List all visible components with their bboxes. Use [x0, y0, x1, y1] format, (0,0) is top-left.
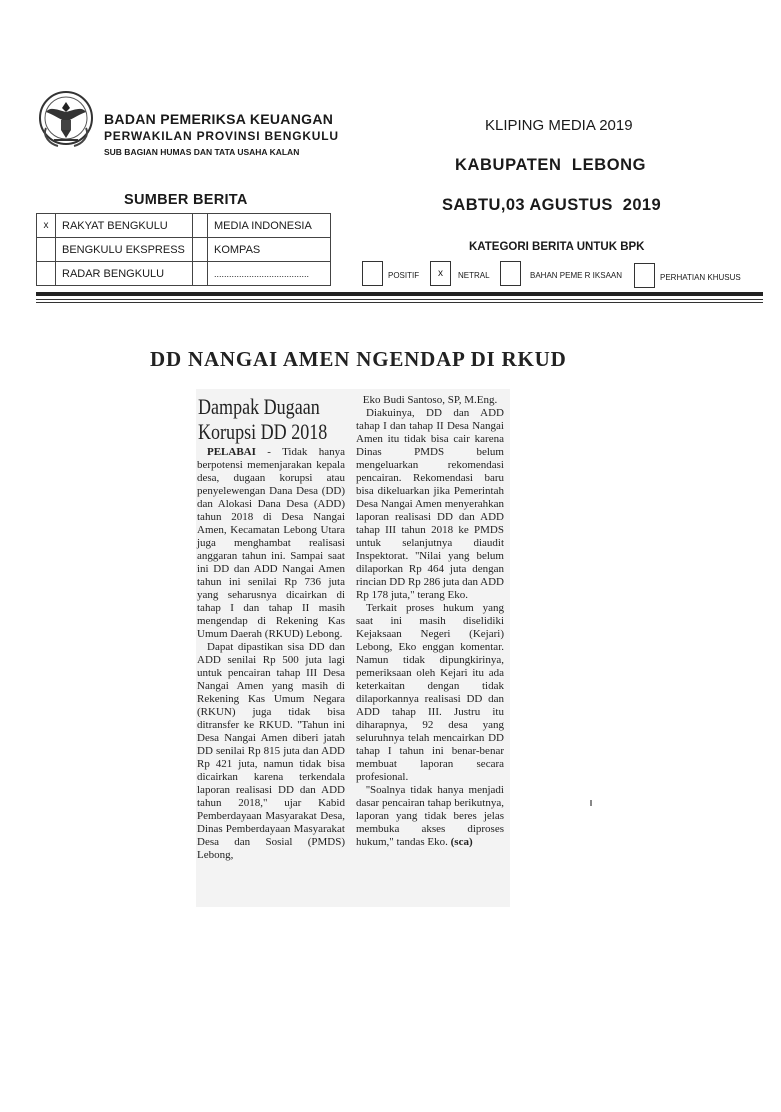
article-credit: Eko Budi Santoso, SP, M.Eng.	[362, 394, 498, 406]
sumber-source-left: RAKYAT BENGKULU	[56, 214, 193, 238]
scan-speck	[590, 800, 592, 806]
divider	[36, 299, 763, 300]
kategori-checkbox-positif[interactable]	[362, 261, 383, 286]
article-paragraph: Dapat dipastikan sisa DD dan ADD senilai Rp 500 juta lagi untuk pencairan tahap III Desa Nangai Amen yang masih di Rekening Kas Umum Negara (RKUN) juga tidak bisa ditransfer ke RKUD. ''Tahun ini Desa Nangai Amen diberi jatah DD senilai Rp 815 juta dan ADD Rp 421 juta, namun tidak bisa dicairkan karena terkendala laporan realisasi DD dan ADD tahun 2018," ujar Kabid Pemberdayaan Masyarakat Desa, Dinas Pemberdayaan Masyarakat Desa dan Sosial (PMDS) Lebong,	[197, 641, 345, 861]
kategori-label-positif: POSITIF	[388, 271, 420, 280]
sumber-table	[36, 213, 331, 286]
article-subhead-line2: Korupsi DD 2018	[198, 419, 328, 444]
kategori-title: KATEGORI BERITA UNTUK BPK	[469, 241, 645, 253]
article-column-1	[197, 446, 345, 862]
article-paragraph	[356, 784, 504, 849]
article-paragraph: Terkait proses hukum yang saat ini masih diselidiki Kejaksaan Negeri (Kejari) Lebong, Eko enggan komentar. Namun tidak dipungkirinya, pemeriksaan oleh Kejari itu ada keterkaitan dengan tidak dilaporkannya realisasi DD dan ADD tahap III. Justru itu diharapnya, 92 desa yang seluruhnya telah mencairkan DD tahap I tahun ini benar-benar membuat laporan secara profesional.	[356, 602, 504, 783]
article-text: - Tidak hanya berpotensi memenjarakan kepala desa, dugaan korupsi atau penyelewengan Dana Desa (DD) dan Alokasi Dana Desa (ADD) tahun 2018 di Desa Nangai Amen, Kecamatan Lebong Utara juga menghambat realisasi anggaran tahun ini. Sampai saat ini DD dan ADD Nangai Amen tahun ini senilai Rp 736 juta yang seharusnya dicairkan di tahap I dan tahap II masih mengendap di Rekening Kas Umum Daerah (RKUD) Lebong.	[197, 446, 345, 640]
sumber-row	[37, 238, 331, 262]
article-paragraph: Diakuinya, DD dan ADD tahap I dan tahap II Desa Nangai Amen itu tidak bisa cair karena Dinas PMDS belum mengeluarkan rekomendasi pencairan. Rekomendasi baru bisa dikeluarkan jika Pemerintah Desa Nangai Amen menyerahkan laporan realisasi DD dan ADD tahap III tahun 2018 ke PMDS untuk selanjutnya diaudit Inspektorat. ''Nilai yang belum dilaporkan Rp 464 juta dengan rincian DD Rp 286 juta dan ADD Rp 178 juta," terang Eko.	[356, 407, 504, 601]
sumber-checkbox[interactable]	[37, 262, 56, 286]
article-dateline: PELABAI	[207, 446, 256, 458]
org-unit: SUB BAGIAN HUMAS DAN TATA USAHA KALAN	[104, 147, 300, 157]
article-paragraph	[197, 446, 345, 641]
sumber-checkbox[interactable]	[37, 238, 56, 262]
sumber-source-right: ......................................	[208, 262, 331, 286]
kabupaten-title: KABUPATEN LEBONG	[455, 156, 647, 174]
sumber-checkbox[interactable]	[193, 214, 208, 238]
divider	[36, 302, 763, 303]
kategori-label-khusus: PERHATIAN KHUSUS	[660, 273, 741, 282]
sumber-checkbox[interactable]: x	[37, 214, 56, 238]
kategori-checkbox-bahan[interactable]	[500, 261, 521, 286]
kliping-title: KLIPING MEDIA 2019	[485, 117, 633, 134]
date-title: SABTU,03 AGUSTUS 2019	[442, 196, 662, 214]
sumber-checkbox[interactable]	[193, 262, 208, 286]
sumber-source-left: BENGKULU EKSPRESS	[56, 238, 193, 262]
kategori-checkbox-khusus[interactable]	[634, 263, 655, 288]
sumber-source-left: RADAR BENGKULU	[56, 262, 193, 286]
garuda-emblem-icon	[36, 88, 96, 152]
sumber-source-right: KOMPAS	[208, 238, 331, 262]
sumber-source-right: MEDIA INDONESIA	[208, 214, 331, 238]
divider	[36, 292, 763, 296]
kategori-label-netral: NETRAL	[458, 271, 490, 280]
sumber-title: SUMBER BERITA	[124, 192, 248, 208]
sumber-checkbox[interactable]	[193, 238, 208, 262]
article-headline: DD NANGAI AMEN NGENDAP DI RKUD	[150, 347, 567, 371]
org-branch: PERWAKILAN PROVINSI BENGKULU	[104, 129, 339, 143]
article-subhead-line1: Dampak Dugaan	[198, 394, 320, 419]
article-signoff: (sca)	[450, 836, 473, 848]
kategori-label-bahan: BAHAN PEME R IKSAAN	[530, 271, 623, 280]
article-column-2	[356, 394, 504, 849]
sumber-row	[37, 262, 331, 286]
org-name: BADAN PEMERIKSA KEUANGAN	[104, 111, 334, 127]
sumber-row	[37, 214, 331, 238]
kategori-checkbox-netral[interactable]: x	[430, 261, 451, 286]
article-text: ''Soalnya tidak hanya menjadi dasar pencairan tahap berikutnya, laporan yang tidak beres jelas membuka akses diproses hukum," tandas Eko.	[356, 784, 504, 848]
